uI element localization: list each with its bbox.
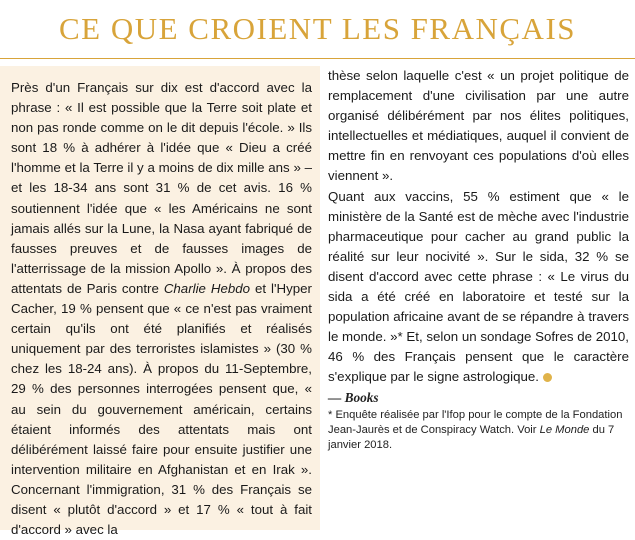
left-text-part-2: et l'Hyper Cacher, 19 % pensent que « ce n'est pas vraiment certain qu'ils ont été planifiés et réalisés uniquement par des terroristes islamistes » (30 % chez les 18-24 ans). À propos du 11-Septembre, 29 % des personnes interrogées pensent que, « au sein du gouvernement américain, certains étaient informés des attentats mais ont délibérément laissé faire pour ensuite justifier une intervention militaire en Afghanistan et en Irak ». Concernant l'immigration, 31 % des Français se disent « plutôt d'accord » et 17 % « tout à fait d'accord » avec la (11, 280, 312, 538)
left-column (0, 66, 320, 538)
left-paragraph (11, 78, 312, 540)
end-bullet-icon (543, 373, 552, 382)
left-italic-charlie-hebdo: Charlie Hebdo (163, 280, 251, 296)
article-title: CE QUE CROIENT LES FRANÇAIS (58, 11, 577, 46)
right-paragraph-2 (328, 187, 629, 388)
left-text-part-1: Près d'un Français sur dix est d'accord avec la phrase : « Il est possible que la Terre soit plate et non pas ronde comme on le dit depuis l'école. » Ils sont 18 % à adhérer à l'idée que « Dieu a créé l'homme et la Terre il y a moins de dix mille ans » – et les 18-34 ans sont 31 % de cet avis. 16 % soutiennent l'idée que « les Américains ne sont jamais allés sur la Lune, la Nasa ayant fabriqué de fausses preuves et de fausses images de l'atterrissage de la mission Apollo ». À propos des attentats de Paris contre (11, 80, 312, 296)
right-paragraph-2-text: Quant aux vaccins, 55 % estiment que « le ministère de la Santé est de mèche avec l'industrie pharmaceutique pour cacher au grand public la réalité sur leur nocivité ». Sur le sida, 32 % se disent d'accord avec cette phrase : « Le virus du sida a été créé en laboratoire et testé sur la population africaine avant de se répandre à travers le monde. »* Et, selon un sondage Sofres de 2010, 46 % des Français pensent que le caractère s'explique par le signe astrologique. (328, 188, 629, 385)
signature: — Books (328, 389, 379, 405)
right-paragraph-1: thèse selon laquelle c'est « un projet politique de remplacement d'une civilisation par une autre organisé délibérément par nos élites politiques, intellectuelles et médiatiques, auquel il convient de mettre fin en renvoyant ces populations d'où elles viennent ». (328, 68, 629, 184)
footnote-part-1: * Enquête réalisée par l'Ifop pour le compte de la Fondation Jean-Jaurès et de Conspiracy Watch. Voir (328, 408, 623, 436)
right-column (320, 66, 635, 530)
title-rule (0, 58, 635, 59)
footnote (328, 408, 629, 453)
right-column-text (320, 66, 635, 453)
footnote-italic-le-monde: Le Monde (539, 423, 590, 436)
left-column-text (0, 66, 320, 540)
footnote-part-2: du 7 janvier 2018. (328, 423, 615, 451)
